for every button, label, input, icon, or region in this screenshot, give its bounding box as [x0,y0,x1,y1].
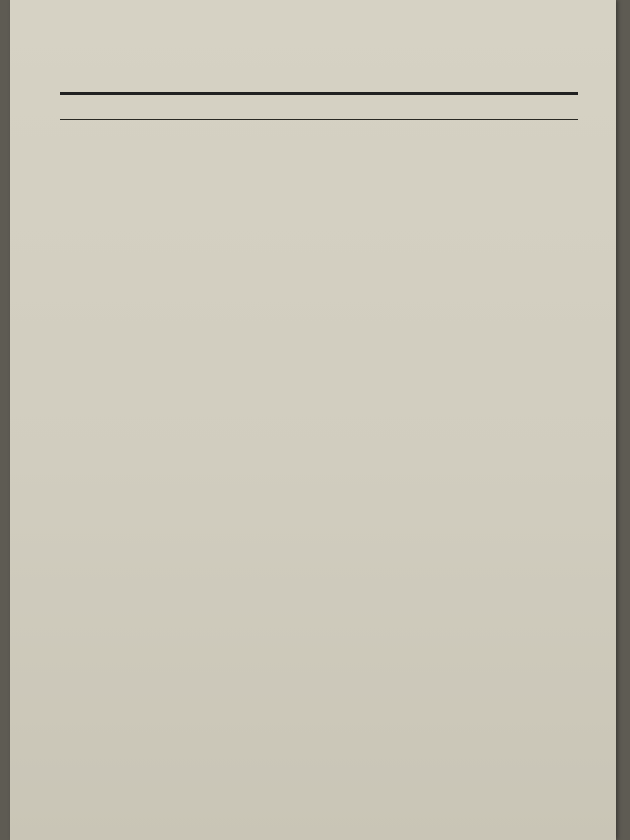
toc [60,86,578,120]
book-page [10,0,616,840]
part-rule [60,119,578,120]
part-title-group [60,101,70,117]
part-heading [60,92,578,117]
